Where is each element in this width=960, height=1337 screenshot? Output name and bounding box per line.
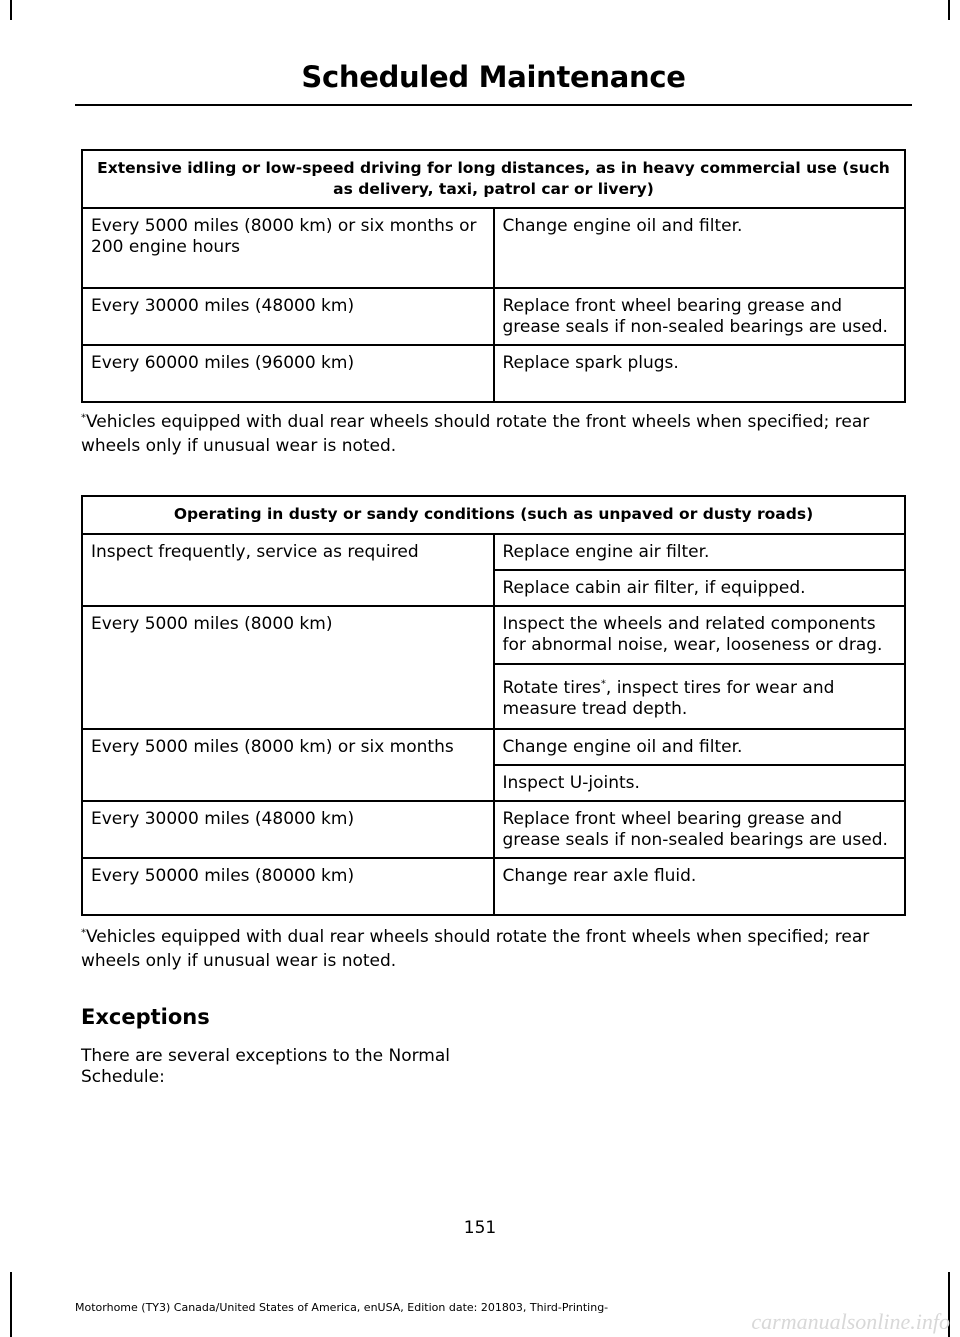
task-text: Rotate tires bbox=[502, 678, 601, 698]
crop-mark-top-right bbox=[948, 0, 950, 20]
interval-cell: Every 30000 miles (48000 km) bbox=[82, 801, 494, 858]
footnote-text: Vehicles equipped with dual rear wheels should rotate the front wheels when specified; rear wheels only if unusual wear is noted. bbox=[81, 412, 870, 456]
table-row bbox=[82, 801, 905, 858]
task-cell: Change engine oil and filter. bbox=[494, 729, 906, 765]
interval-cell: Every 60000 miles (96000 km) bbox=[82, 345, 494, 402]
task-cell: Change rear axle fluid. bbox=[494, 858, 906, 915]
exceptions-body: There are several exceptions to the Normal Schedule: bbox=[81, 1046, 450, 1087]
interval-cell: Inspect frequently, service as required bbox=[82, 534, 494, 606]
footnote-mark: * bbox=[81, 412, 86, 424]
page-number: 151 bbox=[463, 1218, 497, 1238]
footnote bbox=[81, 925, 911, 973]
footnote-mark: * bbox=[600, 678, 606, 690]
task-cell bbox=[494, 664, 906, 729]
task-cell: Change engine oil and filter. bbox=[494, 208, 906, 288]
table-row bbox=[82, 729, 905, 765]
table-row bbox=[82, 288, 905, 345]
section-heading-exceptions: Exceptions bbox=[81, 1005, 210, 1029]
footnote bbox=[81, 410, 911, 458]
task-cell: Replace spark plugs. bbox=[494, 345, 906, 402]
interval-cell: Every 5000 miles (8000 km) or six months bbox=[82, 729, 494, 801]
footnote-text: Vehicles equipped with dual rear wheels should rotate the front wheels when specified; rear wheels only if unusual wear is noted. bbox=[81, 927, 870, 971]
edition-footer: Motorhome (TY3) Canada/United States of America, enUSA, Edition date: 201803, Third-Printing- bbox=[75, 1301, 609, 1314]
footnote-mark: * bbox=[81, 927, 86, 939]
table-heading: Operating in dusty or sandy conditions (such as unpaved or dusty roads) bbox=[82, 496, 905, 534]
title-divider bbox=[75, 104, 912, 106]
table-heading: Extensive idling or low-speed driving for long distances, as in heavy commercial use (such as delivery, taxi, patrol car or livery) bbox=[82, 150, 905, 208]
task-cell: Inspect U-joints. bbox=[494, 765, 906, 801]
watermark: carmanualsonline.info bbox=[751, 1309, 950, 1334]
crop-mark-top-left bbox=[10, 0, 12, 20]
maintenance-table-dusty-conditions bbox=[81, 495, 906, 916]
task-cell: Replace cabin air filter, if equipped. bbox=[494, 570, 906, 606]
maintenance-table-heavy-commercial bbox=[81, 149, 906, 403]
table-row bbox=[82, 534, 905, 570]
interval-cell: Every 30000 miles (48000 km) bbox=[82, 288, 494, 345]
interval-cell: Every 50000 miles (80000 km) bbox=[82, 858, 494, 915]
table-row bbox=[82, 208, 905, 288]
task-cell: Replace front wheel bearing grease and grease seals if non-sealed bearings are used. bbox=[494, 801, 906, 858]
table-row bbox=[82, 345, 905, 402]
task-text: , inspect tires for wear and measure tread depth. bbox=[502, 678, 835, 719]
task-cell: Replace front wheel bearing grease and grease seals if non-sealed bearings are used. bbox=[494, 288, 906, 345]
page-title: Scheduled Maintenance bbox=[301, 60, 686, 94]
task-cell: Inspect the wheels and related components for abnormal noise, wear, looseness or drag. bbox=[494, 606, 906, 664]
interval-cell: Every 5000 miles (8000 km) or six months or 200 engine hours bbox=[82, 208, 494, 288]
interval-cell: Every 5000 miles (8000 km) bbox=[82, 606, 494, 729]
table-row bbox=[82, 858, 905, 915]
task-cell: Replace engine air filter. bbox=[494, 534, 906, 570]
crop-mark-bottom-left bbox=[10, 1272, 12, 1337]
table-row bbox=[82, 606, 905, 664]
